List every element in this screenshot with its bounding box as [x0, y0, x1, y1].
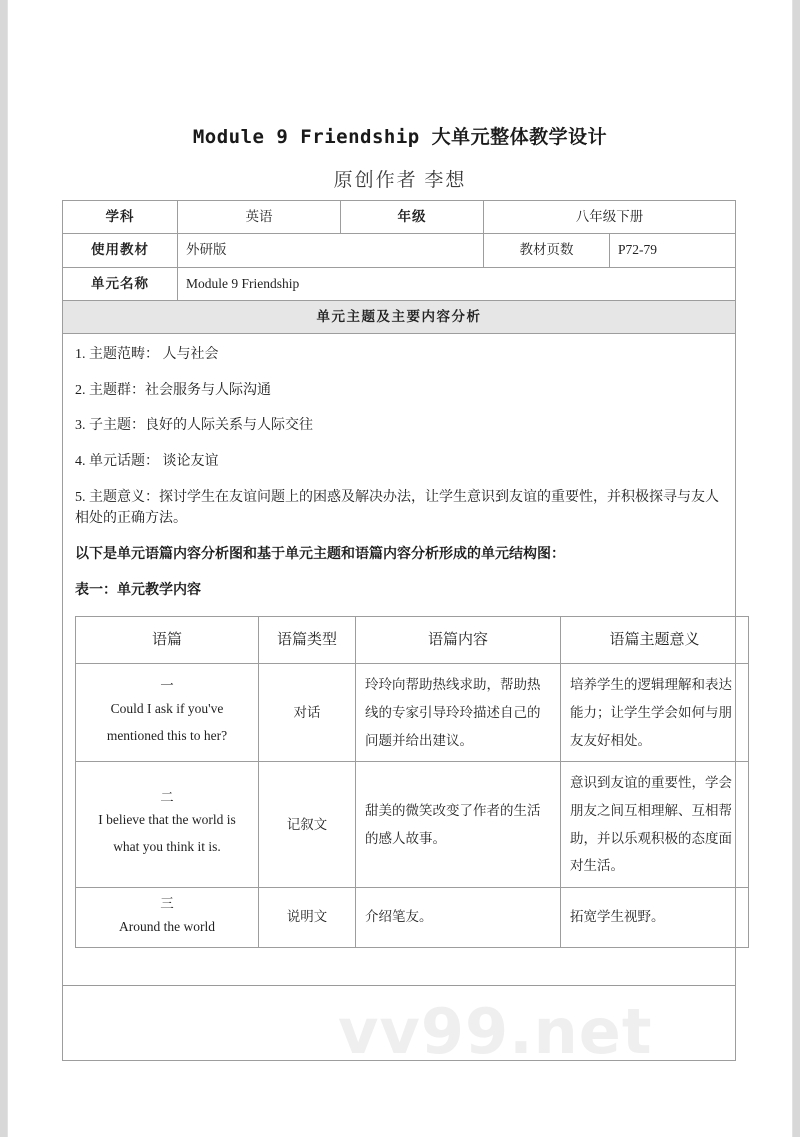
document-page — [8, 0, 792, 1137]
discourse-number: 二 — [160, 789, 174, 805]
discourse-number: 一 — [160, 677, 174, 693]
textbook-label: 使用教材 — [63, 234, 178, 267]
discourse-cell — [76, 887, 259, 947]
watermark: vv99.net — [338, 995, 653, 1068]
analysis-item: 1. 主题范畴： 人与社会 — [75, 347, 219, 362]
table-row — [76, 762, 749, 888]
column-header-significance: 语篇主题意义 — [561, 616, 749, 664]
unit-value: Module 9 Friendship — [178, 267, 736, 300]
subject-value: 英语 — [178, 201, 341, 234]
subject-label: 学科 — [63, 201, 178, 234]
discourse-type: 对话 — [259, 664, 356, 762]
discourse-content: 玲玲向帮助热线求助，帮助热线的专家引导玲玲描述自己的问题并给出建议。 — [356, 664, 561, 762]
document-body — [62, 200, 736, 1061]
unit-content-table — [75, 616, 749, 948]
discourse-title: I believe that the world is what you think it is. — [98, 812, 236, 855]
discourse-significance: 拓宽学生视野。 — [561, 887, 749, 947]
table-caption: 表一：单元教学内容 — [75, 582, 201, 598]
analysis-item: 3. 子主题：良好的人际关系与人际交往 — [75, 418, 313, 434]
table-row — [76, 664, 749, 762]
discourse-number: 三 — [160, 895, 174, 911]
discourse-content: 介绍笔友。 — [356, 887, 561, 947]
analysis-item: 5. 主题意义：探讨学生在友谊问题上的困惑及解决办法，让学生意识到友谊的重要性，并积极探寻与友人相处的正确方法。 — [75, 489, 719, 527]
textbook-value: 外研版 — [178, 234, 484, 267]
discourse-type: 记叙文 — [259, 762, 356, 888]
grade-label: 年级 — [341, 201, 484, 234]
table-bottom-spacer — [75, 948, 723, 1048]
table-row — [63, 201, 736, 234]
column-header-content: 语篇内容 — [356, 616, 561, 664]
info-table — [62, 200, 736, 334]
discourse-content: 甜美的微笑改变了作者的生活的感人故事。 — [356, 762, 561, 888]
grade-value: 八年级下册 — [484, 201, 736, 234]
table-row — [63, 234, 736, 267]
page-subtitle: 原创作者 李想 — [333, 170, 467, 191]
table-row — [63, 300, 736, 333]
column-header-type: 语篇类型 — [259, 616, 356, 664]
blue-intro-note: 以下是单元语篇内容分析图和基于单元主题和语篇内容分析形成的单元结构图： — [75, 547, 565, 563]
pages-value: P72-79 — [610, 234, 736, 267]
analysis-section — [62, 334, 736, 1061]
discourse-cell — [76, 664, 259, 762]
page-title: Module 9 Friendship 大单元整体教学设计 — [192, 126, 608, 148]
analysis-band-title: 单元主题及主要内容分析 — [63, 300, 736, 333]
discourse-title: Could I ask if you've mentioned this to her? — [106, 700, 228, 743]
analysis-item: 4. 单元话题： 谈论友谊 — [75, 454, 219, 470]
discourse-significance: 培养学生的逻辑理解和表达能力；让学生学会如何与朋友友好相处。 — [561, 664, 749, 762]
table-row — [76, 887, 749, 947]
unit-label: 单元名称 — [63, 267, 178, 300]
analysis-item: 2. 主题群：社会服务与人际沟通 — [75, 382, 271, 398]
discourse-significance: 意识到友谊的重要性，学会朋友之间互相理解、互相帮助，并以乐观积极的态度面对生活。 — [561, 762, 749, 888]
discourse-cell — [76, 762, 259, 888]
column-header-discourse: 语篇 — [76, 616, 259, 664]
discourse-type: 说明文 — [259, 887, 356, 947]
table-header-row — [76, 616, 749, 664]
pages-label: 教材页数 — [484, 234, 610, 267]
document-content — [8, 0, 792, 192]
discourse-title: Around the world — [119, 918, 215, 934]
table-row — [63, 267, 736, 300]
